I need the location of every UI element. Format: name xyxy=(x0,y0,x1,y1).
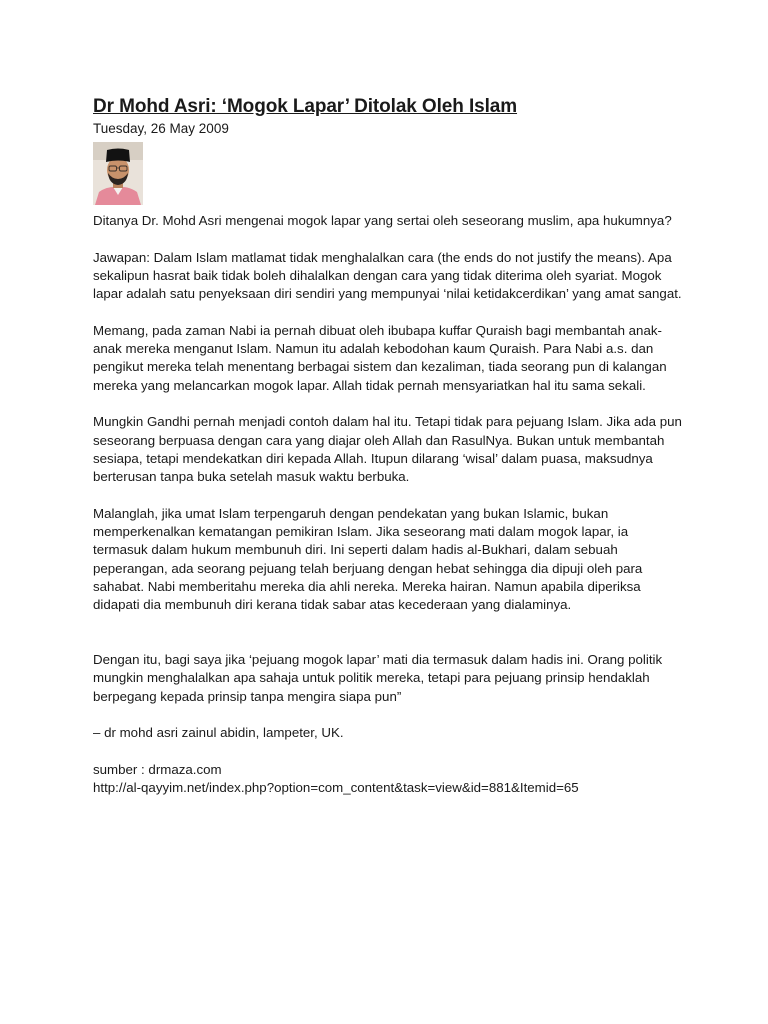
paragraph-conclusion: Dengan itu, bagi saya jika ‘pejuang mogok lapar’ mati dia termasuk dalam hadis ini. Orang politik mungkin menghalalkan apa sahaja untuk politik mereka, tetapi para pejuang prinsip hendaklah berpegang kepada prinsip tanpa mengira siapa pun” xyxy=(93,652,663,704)
paragraph-hadith: Malanglah, jika umat Islam terpengaruh dengan pendekatan yang bukan Islamic, bukan memperkenalkan kematangan pemikiran Islam. Jika seseorang mati dalam mogok lapar, ia termasuk dalam hukum membunuh diri. Ini seperti dalam hadis al-Bukhari, dalam sebuah peperangan, ada seorang pejuang telah berjuang dengan hebat sehingga dia dipuji oleh para sahabat. Nabi memberitahu mereka dia ahli nereka. Mereka hairan. Namun apabila diperiksa didapati dia membunuh diri kerana tidak sabar atas kecederaan yang dialaminya. xyxy=(93,505,643,613)
paragraph-gandhi: Mungkin Gandhi pernah menjadi contoh dalam hal itu. Tetapi tidak para pejuang Islam. Jika ada pun seseorang berpuasa dengan cara yang diajar oleh Allah dan RasulNya. Bukan untuk membantah sesiapa, tetapi mendekatkan diri kepada Allah. Itupun dilarang ‘wisal’ dalam puasa, maksudnya berterusan tanpa buka setelah masuk waktu berbuka. xyxy=(93,414,682,485)
source-url[interactable]: http://al-qayyim.net/index.php?option=com_content&task=view&id=881&Itemid=65 xyxy=(93,780,579,796)
paragraph-history: Memang, pada zaman Nabi ia pernah dibuat oleh ibubapa kuffar Quraish bagi membantah anak-anak mereka menganut Islam. Namun itu adalah kebodohan kaum Quraish. Para Nabi a.s. dan pengikut mereka telah menentang berbagai sistem dan kezaliman, tiada seorang pun di kalangan mereka yang melancarkan mogok lapar. Allah tidak pernah mensyariatkan hal itu sama sekali. xyxy=(93,322,667,393)
article-title: Dr Mohd Asri: ‘Mogok Lapar’ Ditolak Oleh Islam xyxy=(93,96,518,117)
source-label: sumber : drmaza.com xyxy=(93,761,222,777)
paragraph-answer: Jawapan: Dalam Islam matlamat tidak menghalalkan cara (the ends do not justify the means). Apa sekalipun hasrat baik tidak boleh dihalalkan dengan cara yang tidak diterima oleh syariat. Mogok lapar adalah satu penyeksaan diri sendiri yang mempunyai ‘nilai ketidakcerdikan’ yang amat sangat. xyxy=(93,249,682,302)
document-page xyxy=(93,96,683,798)
article-body xyxy=(93,212,683,798)
author-attribution: – dr mohd asri zainul abidin, lampeter, UK. xyxy=(93,725,344,741)
article-date: Tuesday, 26 May 2009 xyxy=(93,121,229,136)
portrait-photo xyxy=(93,142,143,205)
paragraph-question: Ditanya Dr. Mohd Asri mengenai mogok lapar yang sertai oleh seseorang muslim, apa hukumnya? xyxy=(93,213,672,228)
